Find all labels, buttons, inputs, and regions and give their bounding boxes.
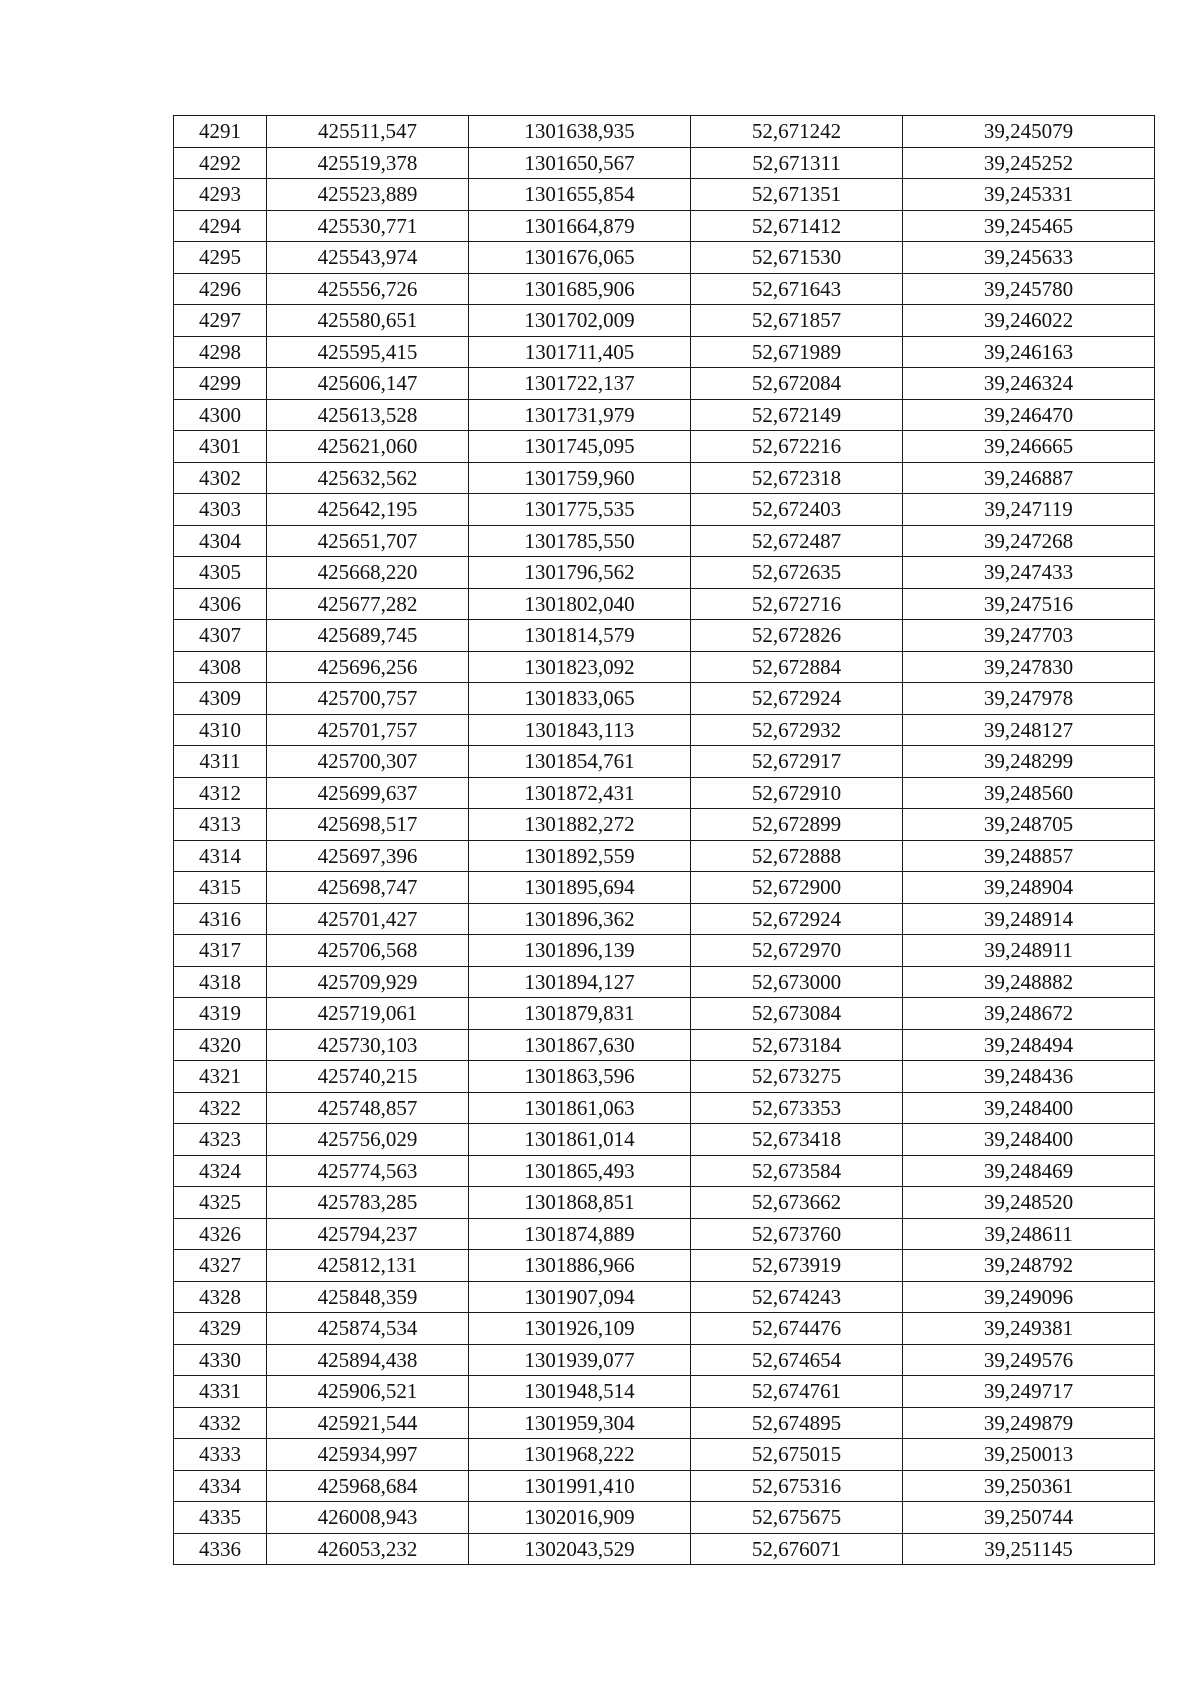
latitude-cell: 52,672899 [691,809,903,841]
longitude-cell: 39,248436 [903,1061,1155,1093]
longitude-cell: 39,246163 [903,336,1155,368]
point-number-cell: 4311 [174,746,267,778]
longitude-cell: 39,248400 [903,1124,1155,1156]
x-coordinate-cell: 425968,684 [267,1470,469,1502]
point-number-cell: 4327 [174,1250,267,1282]
table-row [174,210,1155,242]
latitude-cell: 52,672149 [691,399,903,431]
y-coordinate-cell: 1302016,909 [469,1502,691,1534]
y-coordinate-cell: 1301865,493 [469,1155,691,1187]
point-number-cell: 4293 [174,179,267,211]
table-row [174,935,1155,967]
table-row [174,1470,1155,1502]
table-row [174,903,1155,935]
longitude-cell: 39,248792 [903,1250,1155,1282]
longitude-cell: 39,250744 [903,1502,1155,1534]
longitude-cell: 39,246022 [903,305,1155,337]
latitude-cell: 52,672216 [691,431,903,463]
latitude-cell: 52,671857 [691,305,903,337]
point-number-cell: 4303 [174,494,267,526]
point-number-cell: 4332 [174,1407,267,1439]
table-row [174,1250,1155,1282]
latitude-cell: 52,672917 [691,746,903,778]
point-number-cell: 4319 [174,998,267,1030]
point-number-cell: 4297 [174,305,267,337]
x-coordinate-cell: 425689,745 [267,620,469,652]
table-row [174,998,1155,1030]
latitude-cell: 52,673084 [691,998,903,1030]
table-row [174,746,1155,778]
latitude-cell: 52,672900 [691,872,903,904]
latitude-cell: 52,672910 [691,777,903,809]
longitude-cell: 39,249576 [903,1344,1155,1376]
latitude-cell: 52,673919 [691,1250,903,1282]
latitude-cell: 52,672924 [691,903,903,935]
longitude-cell: 39,248560 [903,777,1155,809]
x-coordinate-cell: 425719,061 [267,998,469,1030]
y-coordinate-cell: 1301843,113 [469,714,691,746]
x-coordinate-cell: 425701,757 [267,714,469,746]
y-coordinate-cell: 1301926,109 [469,1313,691,1345]
y-coordinate-cell: 1301802,040 [469,588,691,620]
longitude-cell: 39,248611 [903,1218,1155,1250]
latitude-cell: 52,671242 [691,116,903,148]
table-row [174,1502,1155,1534]
latitude-cell: 52,672884 [691,651,903,683]
latitude-cell: 52,672635 [691,557,903,589]
x-coordinate-cell: 425698,517 [267,809,469,841]
x-coordinate-cell: 425848,359 [267,1281,469,1313]
latitude-cell: 52,671412 [691,210,903,242]
table-row [174,966,1155,998]
latitude-cell: 52,671530 [691,242,903,274]
longitude-cell: 39,248469 [903,1155,1155,1187]
longitude-cell: 39,248857 [903,840,1155,872]
point-number-cell: 4306 [174,588,267,620]
x-coordinate-cell: 425756,029 [267,1124,469,1156]
longitude-cell: 39,245780 [903,273,1155,305]
table-row [174,147,1155,179]
y-coordinate-cell: 1301676,065 [469,242,691,274]
latitude-cell: 52,671989 [691,336,903,368]
latitude-cell: 52,674761 [691,1376,903,1408]
x-coordinate-cell: 425595,415 [267,336,469,368]
y-coordinate-cell: 1301759,960 [469,462,691,494]
x-coordinate-cell: 426053,232 [267,1533,469,1565]
latitude-cell: 52,675316 [691,1470,903,1502]
longitude-cell: 39,248127 [903,714,1155,746]
point-number-cell: 4314 [174,840,267,872]
y-coordinate-cell: 1301894,127 [469,966,691,998]
y-coordinate-cell: 1301814,579 [469,620,691,652]
coordinates-table [173,115,1155,1565]
latitude-cell: 52,673353 [691,1092,903,1124]
x-coordinate-cell: 425706,568 [267,935,469,967]
longitude-cell: 39,249381 [903,1313,1155,1345]
y-coordinate-cell: 1301775,535 [469,494,691,526]
longitude-cell: 39,247703 [903,620,1155,652]
table-row [174,1344,1155,1376]
x-coordinate-cell: 425740,215 [267,1061,469,1093]
y-coordinate-cell: 1301867,630 [469,1029,691,1061]
point-number-cell: 4320 [174,1029,267,1061]
longitude-cell: 39,248299 [903,746,1155,778]
longitude-cell: 39,248494 [903,1029,1155,1061]
point-number-cell: 4334 [174,1470,267,1502]
x-coordinate-cell: 425794,237 [267,1218,469,1250]
point-number-cell: 4331 [174,1376,267,1408]
longitude-cell: 39,246324 [903,368,1155,400]
longitude-cell: 39,251145 [903,1533,1155,1565]
longitude-cell: 39,248400 [903,1092,1155,1124]
table-row [174,242,1155,274]
latitude-cell: 52,672924 [691,683,903,715]
latitude-cell: 52,673275 [691,1061,903,1093]
x-coordinate-cell: 425934,997 [267,1439,469,1471]
point-number-cell: 4305 [174,557,267,589]
point-number-cell: 4298 [174,336,267,368]
latitude-cell: 52,673000 [691,966,903,998]
table-row [174,399,1155,431]
y-coordinate-cell: 1301863,596 [469,1061,691,1093]
table-row [174,777,1155,809]
longitude-cell: 39,246665 [903,431,1155,463]
x-coordinate-cell: 425556,726 [267,273,469,305]
point-number-cell: 4316 [174,903,267,935]
table-row [174,431,1155,463]
x-coordinate-cell: 425530,771 [267,210,469,242]
point-number-cell: 4326 [174,1218,267,1250]
table-row [174,1218,1155,1250]
longitude-cell: 39,248672 [903,998,1155,1030]
x-coordinate-cell: 425632,562 [267,462,469,494]
longitude-cell: 39,247978 [903,683,1155,715]
y-coordinate-cell: 1301664,879 [469,210,691,242]
x-coordinate-cell: 425580,651 [267,305,469,337]
point-number-cell: 4324 [174,1155,267,1187]
latitude-cell: 52,671351 [691,179,903,211]
y-coordinate-cell: 1301722,137 [469,368,691,400]
y-coordinate-cell: 1301874,889 [469,1218,691,1250]
x-coordinate-cell: 425668,220 [267,557,469,589]
x-coordinate-cell: 425700,307 [267,746,469,778]
table-row [174,1407,1155,1439]
y-coordinate-cell: 1301731,979 [469,399,691,431]
x-coordinate-cell: 425774,563 [267,1155,469,1187]
longitude-cell: 39,248904 [903,872,1155,904]
x-coordinate-cell: 425642,195 [267,494,469,526]
point-number-cell: 4322 [174,1092,267,1124]
y-coordinate-cell: 1301785,550 [469,525,691,557]
x-coordinate-cell: 425696,256 [267,651,469,683]
point-number-cell: 4292 [174,147,267,179]
table-row [174,462,1155,494]
y-coordinate-cell: 1301896,139 [469,935,691,967]
latitude-cell: 52,672826 [691,620,903,652]
latitude-cell: 52,672716 [691,588,903,620]
latitude-cell: 52,674243 [691,1281,903,1313]
x-coordinate-cell: 425701,427 [267,903,469,935]
table-row [174,840,1155,872]
x-coordinate-cell: 425651,707 [267,525,469,557]
y-coordinate-cell: 1301638,935 [469,116,691,148]
latitude-cell: 52,674895 [691,1407,903,1439]
point-number-cell: 4323 [174,1124,267,1156]
longitude-cell: 39,248705 [903,809,1155,841]
y-coordinate-cell: 1301895,694 [469,872,691,904]
y-coordinate-cell: 1301650,567 [469,147,691,179]
y-coordinate-cell: 1301892,559 [469,840,691,872]
longitude-cell: 39,245331 [903,179,1155,211]
y-coordinate-cell: 1301882,272 [469,809,691,841]
point-number-cell: 4309 [174,683,267,715]
table-row [174,305,1155,337]
table-row [174,1187,1155,1219]
longitude-cell: 39,248520 [903,1187,1155,1219]
y-coordinate-cell: 1301711,405 [469,336,691,368]
longitude-cell: 39,247268 [903,525,1155,557]
latitude-cell: 52,671311 [691,147,903,179]
point-number-cell: 4300 [174,399,267,431]
x-coordinate-cell: 426008,943 [267,1502,469,1534]
point-number-cell: 4299 [174,368,267,400]
point-number-cell: 4325 [174,1187,267,1219]
y-coordinate-cell: 1301879,831 [469,998,691,1030]
point-number-cell: 4336 [174,1533,267,1565]
longitude-cell: 39,245633 [903,242,1155,274]
table-row [174,336,1155,368]
x-coordinate-cell: 425906,521 [267,1376,469,1408]
y-coordinate-cell: 1301702,009 [469,305,691,337]
x-coordinate-cell: 425709,929 [267,966,469,998]
y-coordinate-cell: 1301854,761 [469,746,691,778]
x-coordinate-cell: 425699,637 [267,777,469,809]
x-coordinate-cell: 425621,060 [267,431,469,463]
latitude-cell: 52,672318 [691,462,903,494]
latitude-cell: 52,673418 [691,1124,903,1156]
x-coordinate-cell: 425921,544 [267,1407,469,1439]
x-coordinate-cell: 425613,528 [267,399,469,431]
table-row [174,1029,1155,1061]
x-coordinate-cell: 425748,857 [267,1092,469,1124]
point-number-cell: 4295 [174,242,267,274]
table-row [174,1061,1155,1093]
table-row [174,620,1155,652]
table-row [174,1533,1155,1565]
y-coordinate-cell: 1301959,304 [469,1407,691,1439]
latitude-cell: 52,672888 [691,840,903,872]
y-coordinate-cell: 1301948,514 [469,1376,691,1408]
table-row [174,1124,1155,1156]
latitude-cell: 52,673760 [691,1218,903,1250]
x-coordinate-cell: 425894,438 [267,1344,469,1376]
y-coordinate-cell: 1301685,906 [469,273,691,305]
table-row [174,273,1155,305]
longitude-cell: 39,248882 [903,966,1155,998]
x-coordinate-cell: 425523,889 [267,179,469,211]
point-number-cell: 4291 [174,116,267,148]
longitude-cell: 39,247119 [903,494,1155,526]
table-row [174,588,1155,620]
point-number-cell: 4335 [174,1502,267,1534]
y-coordinate-cell: 1301872,431 [469,777,691,809]
longitude-cell: 39,248911 [903,935,1155,967]
latitude-cell: 52,672970 [691,935,903,967]
table-row [174,1439,1155,1471]
y-coordinate-cell: 1301896,362 [469,903,691,935]
latitude-cell: 52,673584 [691,1155,903,1187]
longitude-cell: 39,247433 [903,557,1155,589]
point-number-cell: 4328 [174,1281,267,1313]
x-coordinate-cell: 425698,747 [267,872,469,904]
x-coordinate-cell: 425700,757 [267,683,469,715]
table-row [174,683,1155,715]
point-number-cell: 4301 [174,431,267,463]
table-row [174,368,1155,400]
point-number-cell: 4302 [174,462,267,494]
x-coordinate-cell: 425697,396 [267,840,469,872]
table-row [174,1376,1155,1408]
longitude-cell: 39,249879 [903,1407,1155,1439]
point-number-cell: 4330 [174,1344,267,1376]
coordinates-table-body [174,116,1155,1565]
latitude-cell: 52,673662 [691,1187,903,1219]
x-coordinate-cell: 425783,285 [267,1187,469,1219]
longitude-cell: 39,249096 [903,1281,1155,1313]
longitude-cell: 39,247830 [903,651,1155,683]
point-number-cell: 4296 [174,273,267,305]
x-coordinate-cell: 425812,131 [267,1250,469,1282]
table-row [174,494,1155,526]
latitude-cell: 52,671643 [691,273,903,305]
latitude-cell: 52,674654 [691,1344,903,1376]
y-coordinate-cell: 1301968,222 [469,1439,691,1471]
longitude-cell: 39,246887 [903,462,1155,494]
table-row [174,1313,1155,1345]
point-number-cell: 4294 [174,210,267,242]
point-number-cell: 4315 [174,872,267,904]
y-coordinate-cell: 1301991,410 [469,1470,691,1502]
point-number-cell: 4333 [174,1439,267,1471]
table-row [174,714,1155,746]
y-coordinate-cell: 1301886,966 [469,1250,691,1282]
point-number-cell: 4317 [174,935,267,967]
x-coordinate-cell: 425730,103 [267,1029,469,1061]
table-row [174,809,1155,841]
latitude-cell: 52,673184 [691,1029,903,1061]
table-row [174,1281,1155,1313]
longitude-cell: 39,250361 [903,1470,1155,1502]
latitude-cell: 52,675015 [691,1439,903,1471]
table-row [174,179,1155,211]
y-coordinate-cell: 1301823,092 [469,651,691,683]
point-number-cell: 4313 [174,809,267,841]
longitude-cell: 39,245079 [903,116,1155,148]
table-row [174,651,1155,683]
y-coordinate-cell: 1301745,095 [469,431,691,463]
latitude-cell: 52,672084 [691,368,903,400]
point-number-cell: 4308 [174,651,267,683]
x-coordinate-cell: 425606,147 [267,368,469,400]
longitude-cell: 39,246470 [903,399,1155,431]
table-row [174,872,1155,904]
y-coordinate-cell: 1302043,529 [469,1533,691,1565]
longitude-cell: 39,248914 [903,903,1155,935]
longitude-cell: 39,247516 [903,588,1155,620]
x-coordinate-cell: 425874,534 [267,1313,469,1345]
point-number-cell: 4310 [174,714,267,746]
latitude-cell: 52,676071 [691,1533,903,1565]
y-coordinate-cell: 1301907,094 [469,1281,691,1313]
point-number-cell: 4307 [174,620,267,652]
x-coordinate-cell: 425511,547 [267,116,469,148]
longitude-cell: 39,245465 [903,210,1155,242]
latitude-cell: 52,672403 [691,494,903,526]
x-coordinate-cell: 425543,974 [267,242,469,274]
y-coordinate-cell: 1301796,562 [469,557,691,589]
y-coordinate-cell: 1301861,063 [469,1092,691,1124]
table-row [174,557,1155,589]
y-coordinate-cell: 1301939,077 [469,1344,691,1376]
point-number-cell: 4321 [174,1061,267,1093]
longitude-cell: 39,250013 [903,1439,1155,1471]
table-row [174,525,1155,557]
point-number-cell: 4304 [174,525,267,557]
longitude-cell: 39,249717 [903,1376,1155,1408]
table-row [174,116,1155,148]
point-number-cell: 4318 [174,966,267,998]
table-row [174,1092,1155,1124]
latitude-cell: 52,672487 [691,525,903,557]
y-coordinate-cell: 1301655,854 [469,179,691,211]
x-coordinate-cell: 425677,282 [267,588,469,620]
y-coordinate-cell: 1301868,851 [469,1187,691,1219]
point-number-cell: 4312 [174,777,267,809]
y-coordinate-cell: 1301833,065 [469,683,691,715]
latitude-cell: 52,672932 [691,714,903,746]
table-row [174,1155,1155,1187]
y-coordinate-cell: 1301861,014 [469,1124,691,1156]
longitude-cell: 39,245252 [903,147,1155,179]
latitude-cell: 52,674476 [691,1313,903,1345]
x-coordinate-cell: 425519,378 [267,147,469,179]
point-number-cell: 4329 [174,1313,267,1345]
latitude-cell: 52,675675 [691,1502,903,1534]
